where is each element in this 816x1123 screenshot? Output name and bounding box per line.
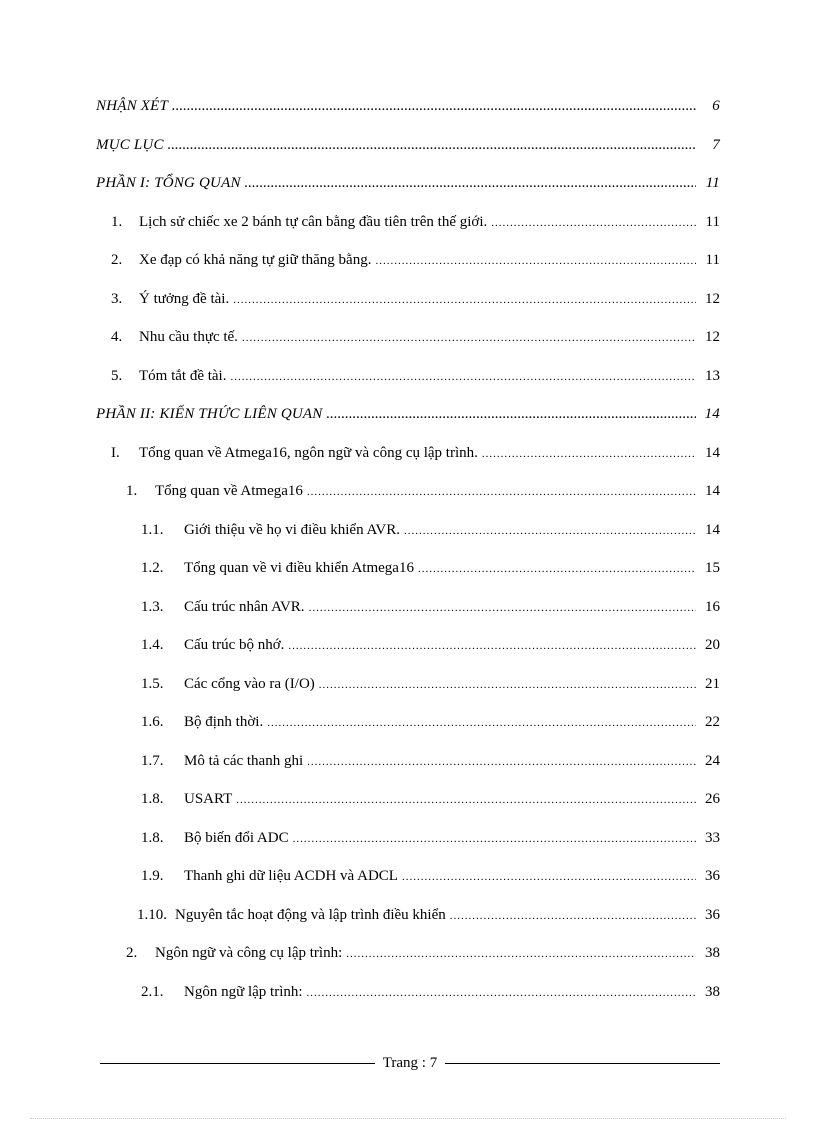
- toc-dot-leader: [309, 602, 696, 614]
- toc-entry-number: 2.: [111, 252, 123, 268]
- toc-dot-leader: [288, 640, 696, 652]
- toc-entry-number: 3.: [111, 291, 123, 307]
- toc-entry-title: Bộ biến đổi ADC: [184, 830, 289, 846]
- toc-entry[interactable]: [141, 522, 720, 546]
- toc-dot-leader: [230, 371, 696, 383]
- toc-entry-number: 1.9.: [141, 868, 164, 884]
- toc-entry-page: 21: [705, 676, 720, 692]
- toc-dot-leader: [172, 101, 696, 113]
- toc-entry-page: 20: [705, 637, 720, 653]
- toc-entry[interactable]: [141, 599, 720, 623]
- toc-dot-leader: [307, 756, 696, 768]
- footer-rule-left: [100, 1063, 375, 1064]
- toc-entry[interactable]: [141, 791, 720, 815]
- toc-entry-title: Ý tưởng đề tài.: [139, 291, 230, 307]
- toc-entry-page: 11: [705, 175, 720, 191]
- toc-dot-leader: [402, 871, 696, 883]
- toc-entry-title: Ngôn ngữ và công cụ lập trình:: [155, 945, 343, 961]
- page-number-label: Trang : 7: [382, 1054, 438, 1071]
- toc-entry[interactable]: [111, 329, 720, 353]
- toc-entry[interactable]: [111, 445, 720, 469]
- toc-entry[interactable]: [141, 984, 720, 1008]
- toc-entry[interactable]: [96, 98, 720, 122]
- toc-dot-leader: [293, 833, 696, 845]
- toc-entry-title: Tóm tắt đề tài.: [139, 368, 227, 384]
- toc-entry-page: 12: [705, 291, 720, 307]
- toc-dot-leader: [245, 178, 696, 190]
- toc-dot-leader: [418, 563, 696, 575]
- toc-dot-leader: [168, 140, 696, 152]
- toc-entry-number: 1.: [126, 483, 138, 499]
- toc-entry-title: Thanh ghi dữ liệu ACDH và ADCL: [184, 868, 398, 884]
- toc-entry-title: Ngôn ngữ lập trình:: [184, 984, 303, 1000]
- toc-entry-title: MỤC LỤC: [96, 137, 164, 153]
- toc-entry-number: 2.: [126, 945, 138, 961]
- toc-entry-number: 5.: [111, 368, 123, 384]
- toc-dot-leader: [450, 910, 696, 922]
- toc-entry-page: 11: [705, 252, 720, 268]
- toc-entry-title: USART: [184, 791, 233, 807]
- toc-dot-leader: [482, 448, 696, 460]
- toc-entry-title: Giới thiệu về họ vi điều khiển AVR.: [184, 522, 400, 538]
- toc-entry-title: PHẦN II: KIẾN THỨC LIÊN QUAN: [96, 406, 323, 422]
- toc-entry[interactable]: [111, 214, 720, 238]
- toc-entry-page: 14: [705, 483, 720, 499]
- toc-dot-leader: [319, 679, 696, 691]
- toc-entry-number: 1.4.: [141, 637, 164, 653]
- toc-entry-page: 36: [705, 868, 720, 884]
- toc-entry-page: 13: [705, 368, 720, 384]
- toc-entry-title: Các cổng vào ra (I/O): [184, 676, 315, 692]
- toc-entry-number: 1.10.: [137, 907, 167, 923]
- toc-entry-page: 38: [705, 984, 720, 1000]
- toc-entry-page: 11: [705, 214, 720, 230]
- toc-entry-number: 1.2.: [141, 560, 164, 576]
- toc-entry-page: 38: [705, 945, 720, 961]
- toc-dot-leader: [233, 294, 696, 306]
- toc-dot-leader: [404, 525, 696, 537]
- toc-entry-title: Tổng quan về Atmega16: [155, 483, 303, 499]
- toc-entry-number: 2.1.: [141, 984, 164, 1000]
- toc-entry-title: Mô tả các thanh ghi: [184, 753, 304, 769]
- toc-entry[interactable]: [96, 175, 720, 199]
- toc-entry-page: 36: [705, 907, 720, 923]
- toc-entry-title: Tổng quan về vi điều khiển Atmega16: [184, 560, 414, 576]
- toc-entry-number: 1.6.: [141, 714, 164, 730]
- toc-entry[interactable]: [111, 368, 720, 392]
- toc-entry[interactable]: [141, 714, 720, 738]
- toc-dot-leader: [375, 255, 696, 267]
- toc-entry[interactable]: [141, 560, 720, 584]
- toc-entry-page: 26: [705, 791, 720, 807]
- toc-dot-leader: [327, 409, 697, 421]
- toc-entry-page: 22: [705, 714, 720, 730]
- toc-entry[interactable]: [111, 291, 720, 315]
- toc-entry[interactable]: [126, 483, 720, 507]
- toc-entry-number: 1.3.: [141, 599, 164, 615]
- toc-entry-title: Lịch sử chiếc xe 2 bánh tự cân bằng đầu tiên trên thế giới.: [139, 214, 488, 230]
- toc-entry[interactable]: [137, 907, 720, 931]
- toc-entry-page: 14: [705, 445, 720, 461]
- toc-dot-leader: [242, 332, 696, 344]
- toc-dot-leader: [346, 948, 696, 960]
- toc-entry[interactable]: [96, 406, 720, 430]
- toc-dot-leader: [267, 717, 696, 729]
- toc-entry-title: Tổng quan về Atmega16, ngôn ngữ và công cụ lập trình.: [139, 445, 478, 461]
- toc-entry-page: 16: [705, 599, 720, 615]
- toc-entry[interactable]: [111, 252, 720, 276]
- footer-rule-right: [445, 1063, 720, 1064]
- toc-dot-leader: [307, 486, 696, 498]
- toc-entry-title: Bộ định thời.: [184, 714, 264, 730]
- toc-entry-page: 15: [705, 560, 720, 576]
- toc-entry[interactable]: [141, 637, 720, 661]
- toc-entry-page: 14: [705, 522, 720, 538]
- page-footer: [100, 1052, 720, 1074]
- page-edge-dots: [30, 1118, 786, 1119]
- toc-entry-number: 1.1.: [141, 522, 164, 538]
- toc-entry-title: Nguyên tắc hoạt động và lập trình điều khiển: [175, 907, 446, 923]
- toc-dot-leader: [491, 217, 696, 229]
- toc-entry-number: 1.5.: [141, 676, 164, 692]
- toc-entry-number: 1.7.: [141, 753, 164, 769]
- toc-entry-title: Cấu trúc bộ nhớ.: [184, 637, 285, 653]
- toc-entry[interactable]: [96, 137, 720, 161]
- toc-entry-page: 6: [712, 98, 720, 114]
- toc-entry-title: Nhu cầu thực tế.: [139, 329, 238, 345]
- toc-entry[interactable]: [141, 753, 720, 777]
- toc-entry[interactable]: [141, 676, 720, 700]
- toc-dot-leader: [236, 794, 696, 806]
- toc-entry[interactable]: [141, 868, 720, 892]
- toc-entry-page: 33: [705, 830, 720, 846]
- toc-entry-page: 14: [704, 406, 720, 422]
- toc-entry-title: PHẦN I: TỔNG QUAN: [96, 175, 241, 191]
- toc-entry-number: 1.: [111, 214, 123, 230]
- toc-entry-number: 1.8.: [141, 830, 164, 846]
- toc-entry-number: I.: [111, 445, 120, 461]
- toc-entry-page: 7: [712, 137, 720, 153]
- toc-entry-title: Cấu trúc nhân AVR.: [184, 599, 305, 615]
- toc-entry-number: 1.8.: [141, 791, 164, 807]
- toc-entry[interactable]: [141, 830, 720, 854]
- toc-entry[interactable]: [126, 945, 720, 969]
- toc-entry-page: 12: [705, 329, 720, 345]
- toc-entry-page: 24: [705, 753, 720, 769]
- toc-entry-title: NHẬN XÉT: [96, 98, 169, 114]
- toc-entry-title: Xe đạp có khả năng tự giữ thăng bằng.: [139, 252, 372, 268]
- toc-entry-number: 4.: [111, 329, 123, 345]
- toc-dot-leader: [307, 987, 696, 999]
